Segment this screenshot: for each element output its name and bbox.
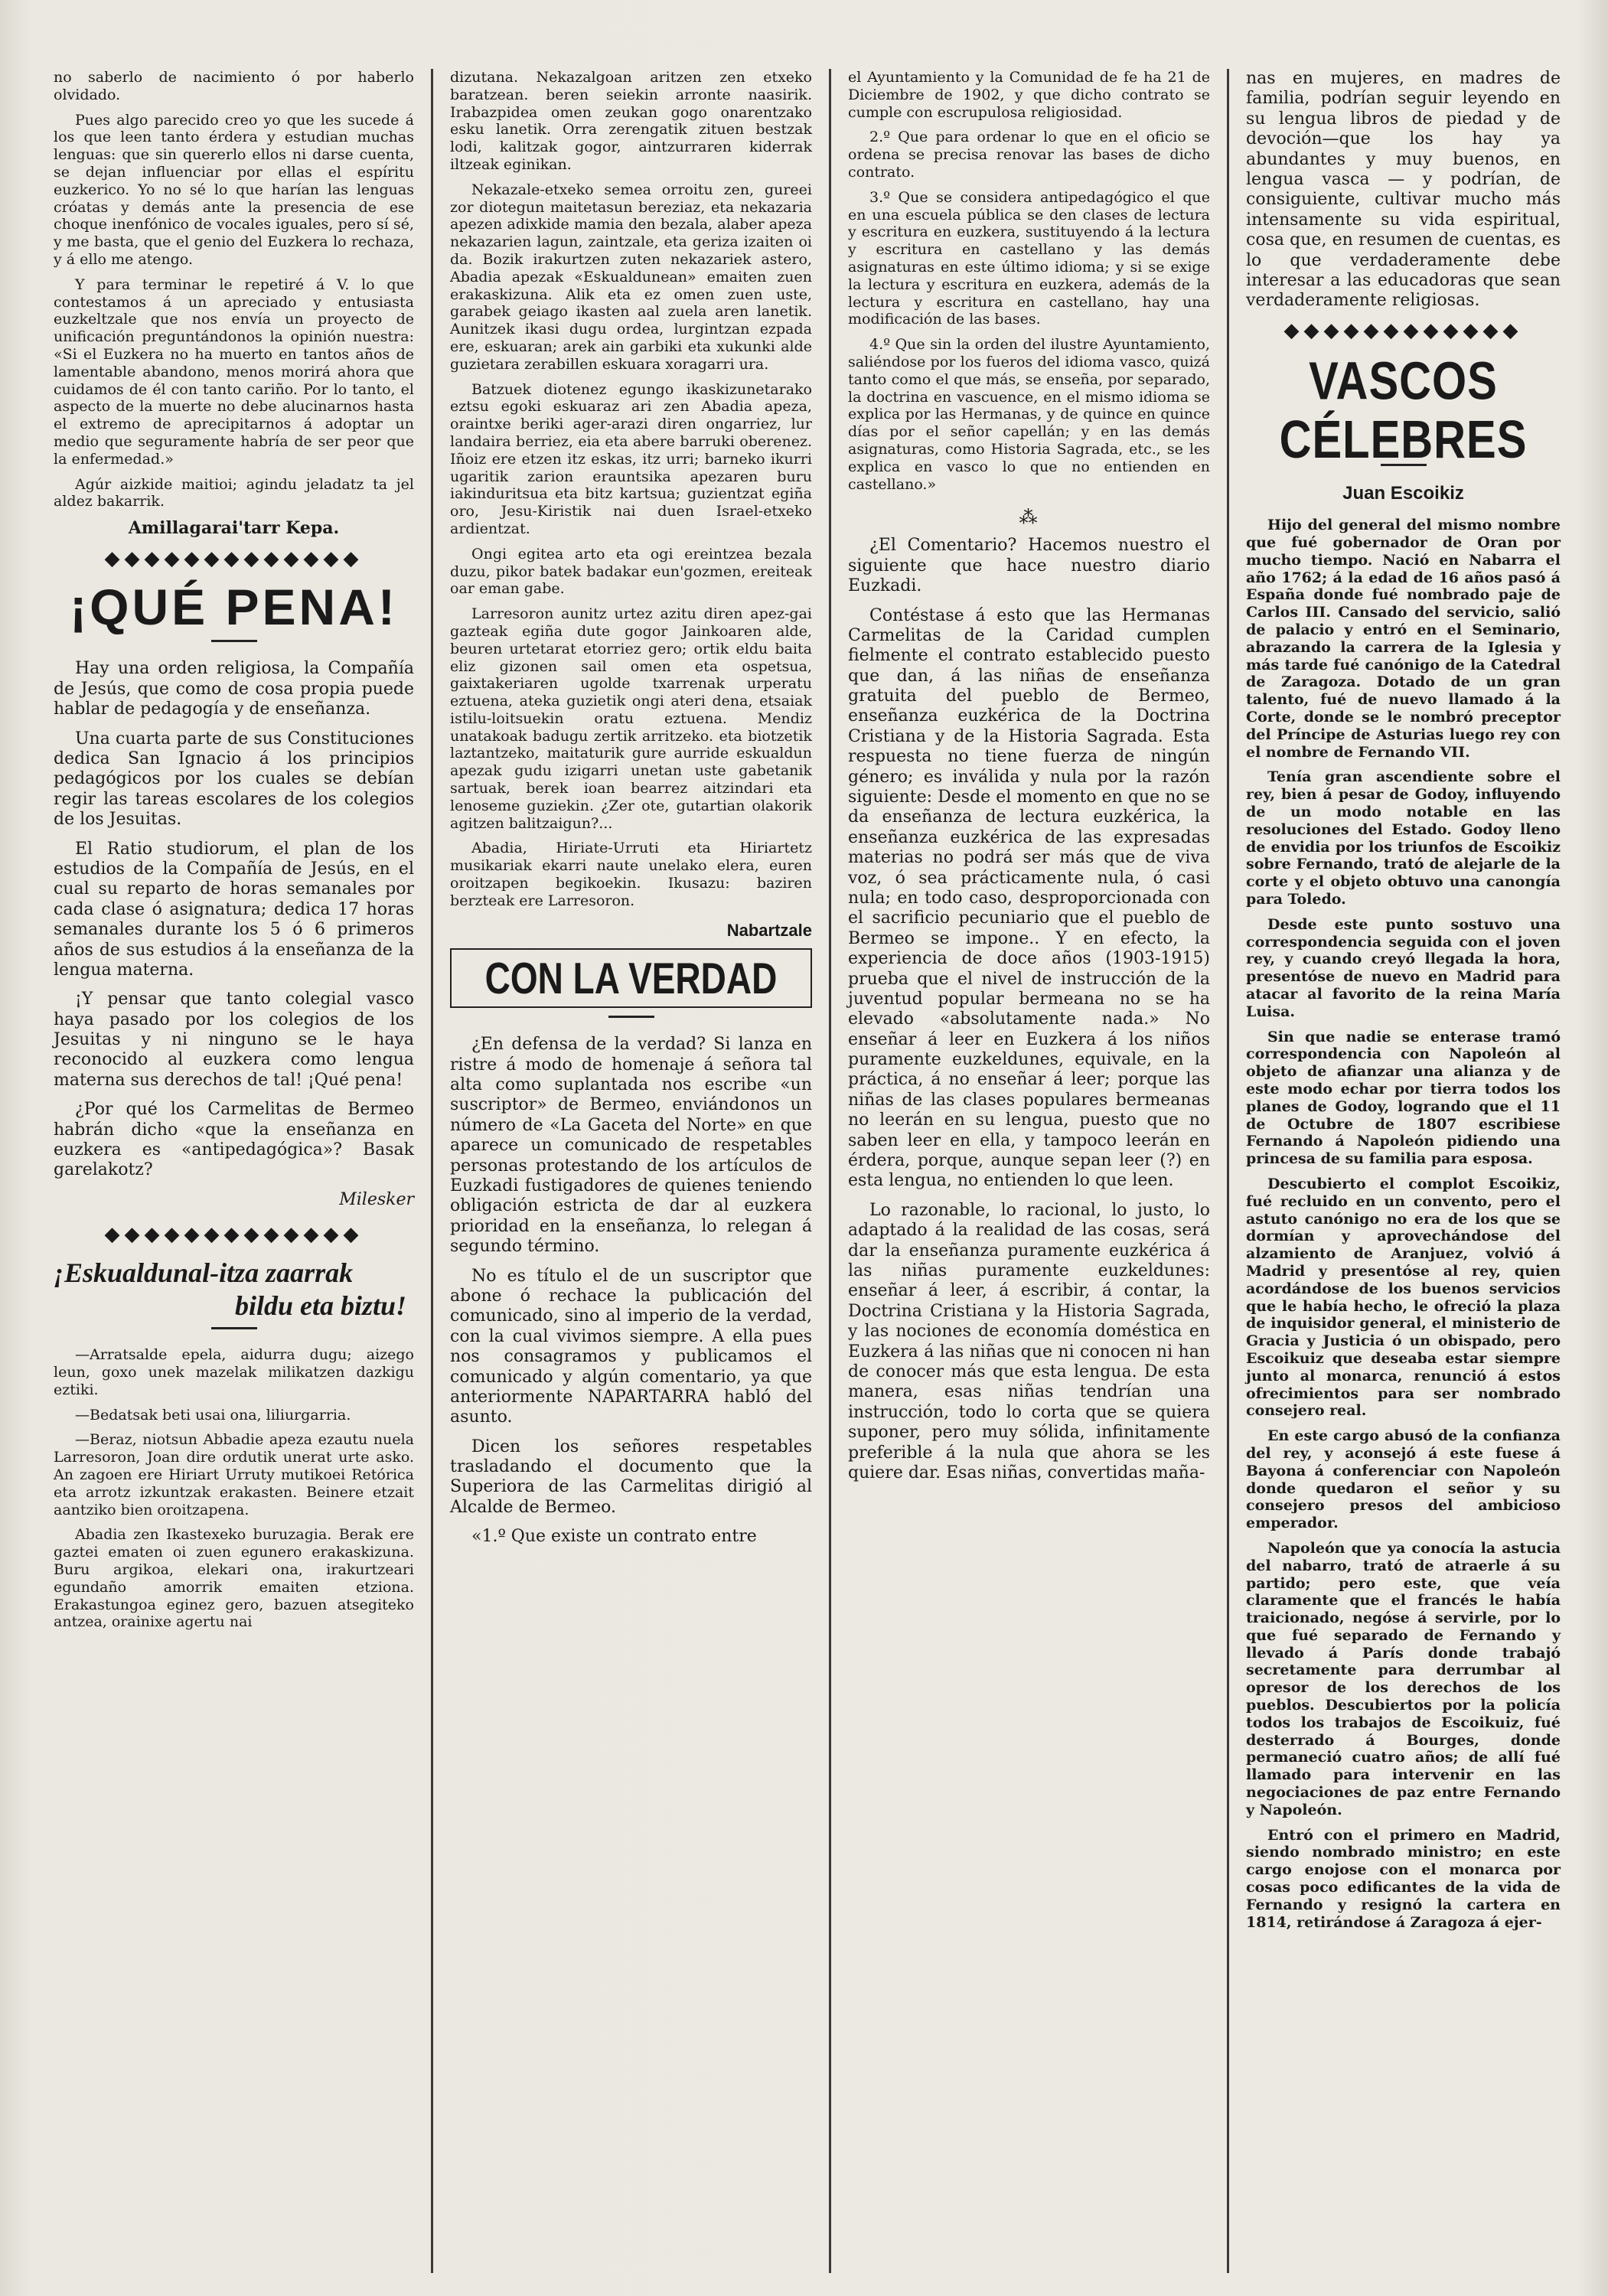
paragraph: Agúr aizkide maitioi; agindu jeladatz ta jel aldez bakarrik.	[54, 475, 414, 510]
ornament-divider: ◆◆◆◆◆◆◆◆◆◆◆◆◆	[104, 1222, 364, 1246]
column-2	[431, 69, 829, 2273]
paragraph: En este cargo abusó de la confianza del rey, y aconsejó á este fuese á Bayona á conferenciar con Napoleón donde quedaron el señor y su consejero presos del ambicioso emperador.	[1246, 1427, 1561, 1532]
paragraph: Batzuek diotenez egungo ikaskizunetarako eztsu egoki eskuaraz ari zen Abadia apeza, oraintxe beriki ager-arazi diren ongarriez, lur landaira berriez, eia eta abere barruki oberenez. Iñoiz ere etzen itz eskas, itz urri; barneko ikurri ugaritik zarion erauntsika apezaren buru iakinduritsua eta bitz kartsua; guzientzat egiña oro, Jesu-Kiristik nai duen Israel-etxeko ardientzat.	[450, 380, 812, 537]
comentario-article	[848, 536, 1210, 1483]
columns	[37, 69, 1577, 2273]
paragraph: Napoleón que ya conocía la astucia del nabarro, trató de atraerle á su partido; pero este, que veía claramente que el francés le había traicionado, negóse á servirle, por lo que fué separado de Fernando y llevado á París donde trabajó secretamente para derrumbar al opresor de los derechos de los pueblos. Descubiertos por la policía todos los trabajos de Escoikuiz, fué desterrado á Bourges, donde permaneció cuatro años; de allí fué llamado para intervenir en las negociaciones de paz entre Fernando y Napoleón.	[1246, 1539, 1561, 1818]
asterism-ornament: ⁂	[1019, 507, 1039, 529]
column-1	[37, 69, 431, 2273]
paragraph: —Beraz, niotsun Abbadie apeza ezautu nuela Larresoron, Joan dire ordutik unerat urte asko. An zagoen ere Hiriart Urruty mutikoei Retórica eta arrotz izkuntzak erakasten. Beinere etzait aantziko bien oroitzapena.	[54, 1431, 414, 1518]
nabartzale-signature: Nabartzale	[726, 920, 812, 940]
ornament-divider: ◆◆◆◆◆◆◆◆◆◆◆◆	[1283, 318, 1523, 342]
verdad-headline-box	[450, 948, 812, 1009]
paragraph: no saberlo de nacimiento ó por haberlo olvidado.	[54, 69, 414, 103]
column-4	[1227, 69, 1577, 2273]
paragraph: Tenía gran ascendiente sobre el rey, bien á pesar de Godoy, influyendo de un modo notable en las resoluciones del Estado. Godoy lleno de envidia por los triunfos de Escoikiz sobre Fernando, trató de alejarle de la corte y el objeto obtuvo una canongía para Toledo.	[1246, 768, 1561, 908]
paragraph: 4.º Que sin la orden del ilustre Ayuntamiento, saliéndose por los fueros del idioma vasco, quizá tanto como el que más, se enseña, por separado, la doctrina en vascuence, en el mismo idioma se explica por las Hermanas, y de quince en quince días por el señor capellán; y en las demás asignaturas, como Historia Sagrada, etc., se les explica en vasco lo que no entienden en castellano.»	[848, 336, 1210, 493]
paragraph: Dicen los señores respetables trasladando el documento que la Superiora de las Carmelitas dirigió al Alcalde de Bermeo.	[450, 1437, 812, 1517]
contract-article	[848, 69, 1210, 493]
paragraph: Y para terminar le repetiré á V. lo que contestamos á un apreciado y entusiasta euzkeltzale que nos envía un proyecto de unificación preguntándonos la opinión nuestra: «Si el Euzkera no ha muerto en tantos años de lamentable abandono, menos morirá ahora que cuidamos de él con tanto cariño. Por lo tanto, el aspecto de la muerte no debe alucinarnos hasta el extremo de aprecipitarnos á adoptar un medio que seguramente habría de ser peor que la enfermedad.»	[54, 276, 414, 468]
paragraph: ¡Y pensar que tanto colegial vasco haya pasado por los colegios de los Jesuitas y ni ninguno se le haya reconocido al euzkera como lengua materna sus derechos de tal! ¡Qué pena!	[54, 990, 414, 1090]
headline-rule	[608, 1016, 654, 1018]
paragraph: nas en mujeres, en madres de familia, podrían seguir leyendo en su lengua libros de piedad y de devoción—que los hay ya abundantes y muy buenos, en lengua vasca — y podrían, de consiguiente, cultivar mucho más intensamente su vida espiritual, cosa que, en resumen de cuentas, es lo que verdaderamente debe interesar a las educadoras que sean verdaderamente religiosas.	[1246, 69, 1561, 311]
paragraph: dizutana. Nekazalgoan aritzen zen etxeko baratzean. beren seiekin arronte naasirik. Irabazpidea omen zeukan gogo onarentzako esku lanetik. Orra zerengatik zituen bestzak lodi, kalitzak gogor, aintzurraren kiderrak iltzeak eginikan.	[450, 69, 812, 173]
paragraph: —Bedatsak beti usai ona, liliurgarria.	[75, 1406, 351, 1424]
continuation-article	[1246, 69, 1561, 311]
pena-headline: ¡QUÉ PENA!	[70, 579, 398, 636]
paragraph: Sin que nadie se enterase tramó correspondencia con Napoleón al objeto de afianzar una alianza y de este modo echar por tierra todos los planes de Godoy, logrando que el 11 de Octubre de 1807 escribiese Fernando á Napoleón pidiendo una princesa de su familia para esposa.	[1246, 1028, 1561, 1168]
paragraph: Hay una orden religiosa, la Compañía de Jesús, que como de cosa propia puede hablar de pedagogía y de enseñanza.	[54, 659, 414, 719]
paragraph: Ongi egitea arto eta ogi ereintzea bezala duzu, pikor batek badakar eun'gozmen, ereiteak oar eman gabe.	[450, 545, 812, 598]
paragraph: Una cuarta parte de sus Constituciones dedica San Ignacio á los principios pedagógicos por los cuales se debían regir las tareas escolares de los colegios de los Jesuitas.	[54, 729, 414, 830]
vascos-article	[1246, 517, 1561, 1931]
zaarrak-headline	[54, 1257, 414, 1322]
ornament-divider: ◆◆◆◆◆◆◆◆◆◆◆◆◆	[104, 547, 364, 571]
nabartzale-article	[450, 69, 812, 910]
paragraph: Desde este punto sostuvo una correspondencia seguida con el joven rey, y cuando creyó llegada la hora, presentóse de nuevo en Madrid para atacar al favorito de la reina María Luisa.	[1246, 915, 1561, 1020]
paragraph: el Ayuntamiento y la Comunidad de fe ha 21 de Diciembre de 1902, y que dicho contrato se cumple con escrupulosa religiosidad.	[848, 69, 1210, 121]
paragraph: No es título el de un suscriptor que abone ó rechace la publicación del comunicado, sino al imperio de la verdad, con la cual vivimos siempre. A ella pues nos consagramos y publicamos el comunicado y algún comentario, ya que anteriormente NAPARTARRA habló del asunto.	[450, 1266, 812, 1427]
paragraph: Abadia zen Ikastexeko buruzagia. Berak ere gaztei ematen oi zuen egunero erakaskizuna. Buru argikoa, elekari ona, irakurtzeari egundaño amorrik emaiten etziona. Erakastungoa eginez gero, bazuen atsegiteko antzea, orainixe agertu nai	[54, 1526, 414, 1631]
paragraph: Larresoron aunitz urtez azitu diren apez-gai gazteak egiña dute gogor Jainkoaren alde, beuren urtetarat etorriez gero; ortik eldu baita eliz gizonen sail omen eta ospetsua, gaixtakeriaren ugolde txarrenak urperatu eztuena, ateka guzietik ongi ateri dena, etsaiak istilu-loitsuekin oratu eztuena. Mendiz unatakoak badugu zertik arritzeko. eta biotzetik laztantzeko, maitaturik gure aurride eskualdun apezak gudu izigarri unetan uste gabetanik sartuak, berek ioan bearrez aitzindari eta lenoseme guziekin. ¿Zer ote, gutartian olakorik agitzen balitzaigun?...	[450, 605, 812, 832]
zaarrak-article	[54, 1346, 414, 1631]
headline-rule	[211, 640, 257, 642]
paragraph: Hijo del general del mismo nombre que fué gobernador de Oran por mucho tiempo. Nació en Nabarra el año 1762; á la edad de 16 años pasó á España donde fué nombrado paje de Carlos III. Cansado del servicio, salió de palacio y entró en el Seminario, abrazando la carrera de la Iglesia y más tarde fué canónigo de la Catedral de Zaragoza. Dotado de un gran talento, fué de nuevo llamado á la Corte, donde se le nombró preceptor del Príncipe de Asturias luego rey con el nombre de Fernando VII.	[1246, 517, 1561, 761]
paragraph: ¿El Comentario? Hacemos nuestro el siguiente que hace nuestro diario Euzkadi.	[848, 536, 1210, 596]
paragraph: Lo razonable, lo racional, lo justo, lo adaptado á la realidad de las cosas, será dar la enseñanza puramente euzkérica á las niñas puramente euzkeldunes: enseñar á leer, á escribir, á contar, la Doctrina Cristiana y la Historia Sagrada, y las nociones de economía doméstica en Euzkera á las niñas que ni conocen ni han de conocer más que esta lengua. De esta manera, esas niñas tendrían una instrucción, todo lo corta que se quiera suponer, pero muy sólida, infinitamente preferible á la nula que ahora se les quiere dar. Esas niñas, convertidas maña-	[848, 1200, 1210, 1482]
headline-rule	[211, 1327, 257, 1329]
paragraph: ¿Por qué los Carmelitas de Bermeo habrán dicho «que la enseñanza en euzkera es «antipedagógica»? Basak garelakotz?	[54, 1100, 414, 1180]
pena-signature: Milesker	[339, 1189, 414, 1209]
paragraph: Nekazale-etxeko semea orroitu zen, gureei zor diotegun maitetasun bereziaz, eta nekazaria apezen adixkide mamia den bezala, alaber apeza nekazarien lagun, zaintzale, eta geriza izaiten oi da. Bozik irakurtzen zuten nekazariek astero, Abadia apezak «Eskualdunean» emaiten zuen erakaskizuna. Alik eta ez omen zuen uste, garabek geiago ikasten aal zuela aren lanetik. Aunitzek ikasi dugu ordea, lurgintzan ezpada ere, eskuaran; arek ain garbiki eta xukunki alde guzietara zerabillen eskuara xoragarri ura.	[450, 181, 812, 373]
verdad-headline: CON LA VERDAD	[484, 953, 778, 1003]
paragraph: —Arratsalde epela, aidurra dugu; aizego leun, goxo unek mazelak milikatzen dazkigu eztiki.	[54, 1346, 414, 1398]
paragraph: 3.º Que se considera antipedagógico el que en una escuela pública se den clases de lectura y escritura en euzkera, sustituyendo á la lectura y escritura en castellano y las demás asignaturas en este último idioma; y si se exige la lectura y escritura en euzkera, además de la lectura y escritura en castellano, hay una modificación de las bases.	[848, 188, 1210, 328]
paragraph: 2.º Que para ordenar lo que en el oficio se ordena se precisa renovar las bases de dicho contrato.	[848, 129, 1210, 181]
vascos-subtitle: Juan Escoikiz	[1342, 483, 1464, 504]
paragraph: El Ratio studiorum, el plan de los estudios de la Compañía de Jesús, en el cual su reparto de horas semanales por cada clase ó asignatura; dedica 17 horas semanales durante los 5 ó 6 primeros años de sus estudios á la enseñanza de la lengua materna.	[54, 839, 414, 980]
column-3	[829, 69, 1227, 2273]
intro-article	[54, 69, 414, 510]
zaarrak-headline-line-1: ¡Eskualdunal-itza zaarrak	[54, 1257, 354, 1288]
zaarrak-headline-line-2: bildu eta biztu!	[234, 1290, 406, 1321]
paragraph: ¿En defensa de la verdad? Si lanza en ristre á modo de homenaje á señora tal alta como suplantada nos escribe «un suscriptor» de Bermeo, enviándonos un número de «La Gaceta del Norte» en que aparece un comunicado de respetables personas protestando de los artículos de Euzkadi fustigadores de quienes teniendo obligación estricta de dar al euzkera prioridad en la enseñanza, lo relegan á segundo término.	[450, 1035, 812, 1257]
paragraph: Descubierto el complot Escoikiz, fué recluido en un convento, pero el astuto canónigo no era de los que se dormían y aprovechándose del alzamiento de Aranjuez, volvió á Madrid y presentóse al rey, quien acordándose de los buenos servicios que le había hecho, le ofreció la plaza de inquisidor general, el ministerio de Gracia y Justicia ó un obispado, pero Escoikuiz que deseaba estar siempre junto al monarca, renunció á estos ofrecimientos para ser nombrado consejero real.	[1246, 1175, 1561, 1420]
paragraph: Pues algo parecido creo yo que les sucede á los que leen tanto érdera y estudian muchas lenguas: que sin quererlo ellos ni darse cuenta, se dejan influenciar por ellas el espíritu euzkerico. Yo no sé lo que harían las lenguas cróatas y demás ante la presencia de ese choque inenfónico de vocales iguales, pero sí sé, y me basta, que el genio del Euzkera lo rechaza, y á ello me atengo.	[54, 111, 414, 268]
paragraph: Entró con el primero en Madrid, siendo nombrado ministro; en este cargo enojose con el monarca por cosas poco edificantes de la vida de Fernando y resignó la cartera en 1814, retirándose á Zaragoza á ejer-	[1246, 1826, 1561, 1931]
intro-signature: Amillagarai'tarr Kepa.	[128, 518, 340, 539]
paragraph: Abadia, Hiriate-Urruti eta Hiriartetz musikariak ekarri naute unelako elera, euren oroitzapen begikoekin. Ikusazu: baziren berzteak ere Larresoron.	[450, 840, 812, 909]
verdad-article	[450, 1035, 812, 1547]
vascos-headline: VASCOS CÉLEBRES	[1279, 351, 1528, 470]
paragraph: «1.º Que existe un contrato entre	[471, 1527, 757, 1547]
paragraph: Contéstase á esto que las Hermanas Carmelitas de la Caridad cumplen fielmente el contrato establecido puesto que dan, á las niñas de enseñanza gratuita del pueblo de Bermeo, enseñanza euzkérica de la Doctrina Cristiana y de la Historia Sagrada. Esta respuesta no tiene fuerza de ningún género; es inválida y nula por la razón siguiente: Desde el momento en que no se da enseñanza de lectura euzkérica, la enseñanza euzkérica de las expresadas materias no podrá ser más que de viva voz, ó sea prácticamente nula, ó casi nula; en todo caso, desproporcionada con el sacrificio pecuniario que el pueblo de Bermeo se impone.. Y en efecto, la experiencia de doce años (1903-1915) prueba que el nivel de instrucción de la juventud popular bermeana no se ha elevado «absolutamente nada.» No enseñar á leer en Euzkera á los niños puramente euzkeldunes, equivale, en la práctica, á no enseñar á leer; porque las niñas de las clases populares bermeanas no leerán en su lengua, puesto que no saben leer en ella, y tampoco leerán en érdera, porque, aunque sepan leer (?) en esta lengua, no entienden lo que leen.	[848, 605, 1210, 1191]
pena-article	[54, 659, 414, 1180]
